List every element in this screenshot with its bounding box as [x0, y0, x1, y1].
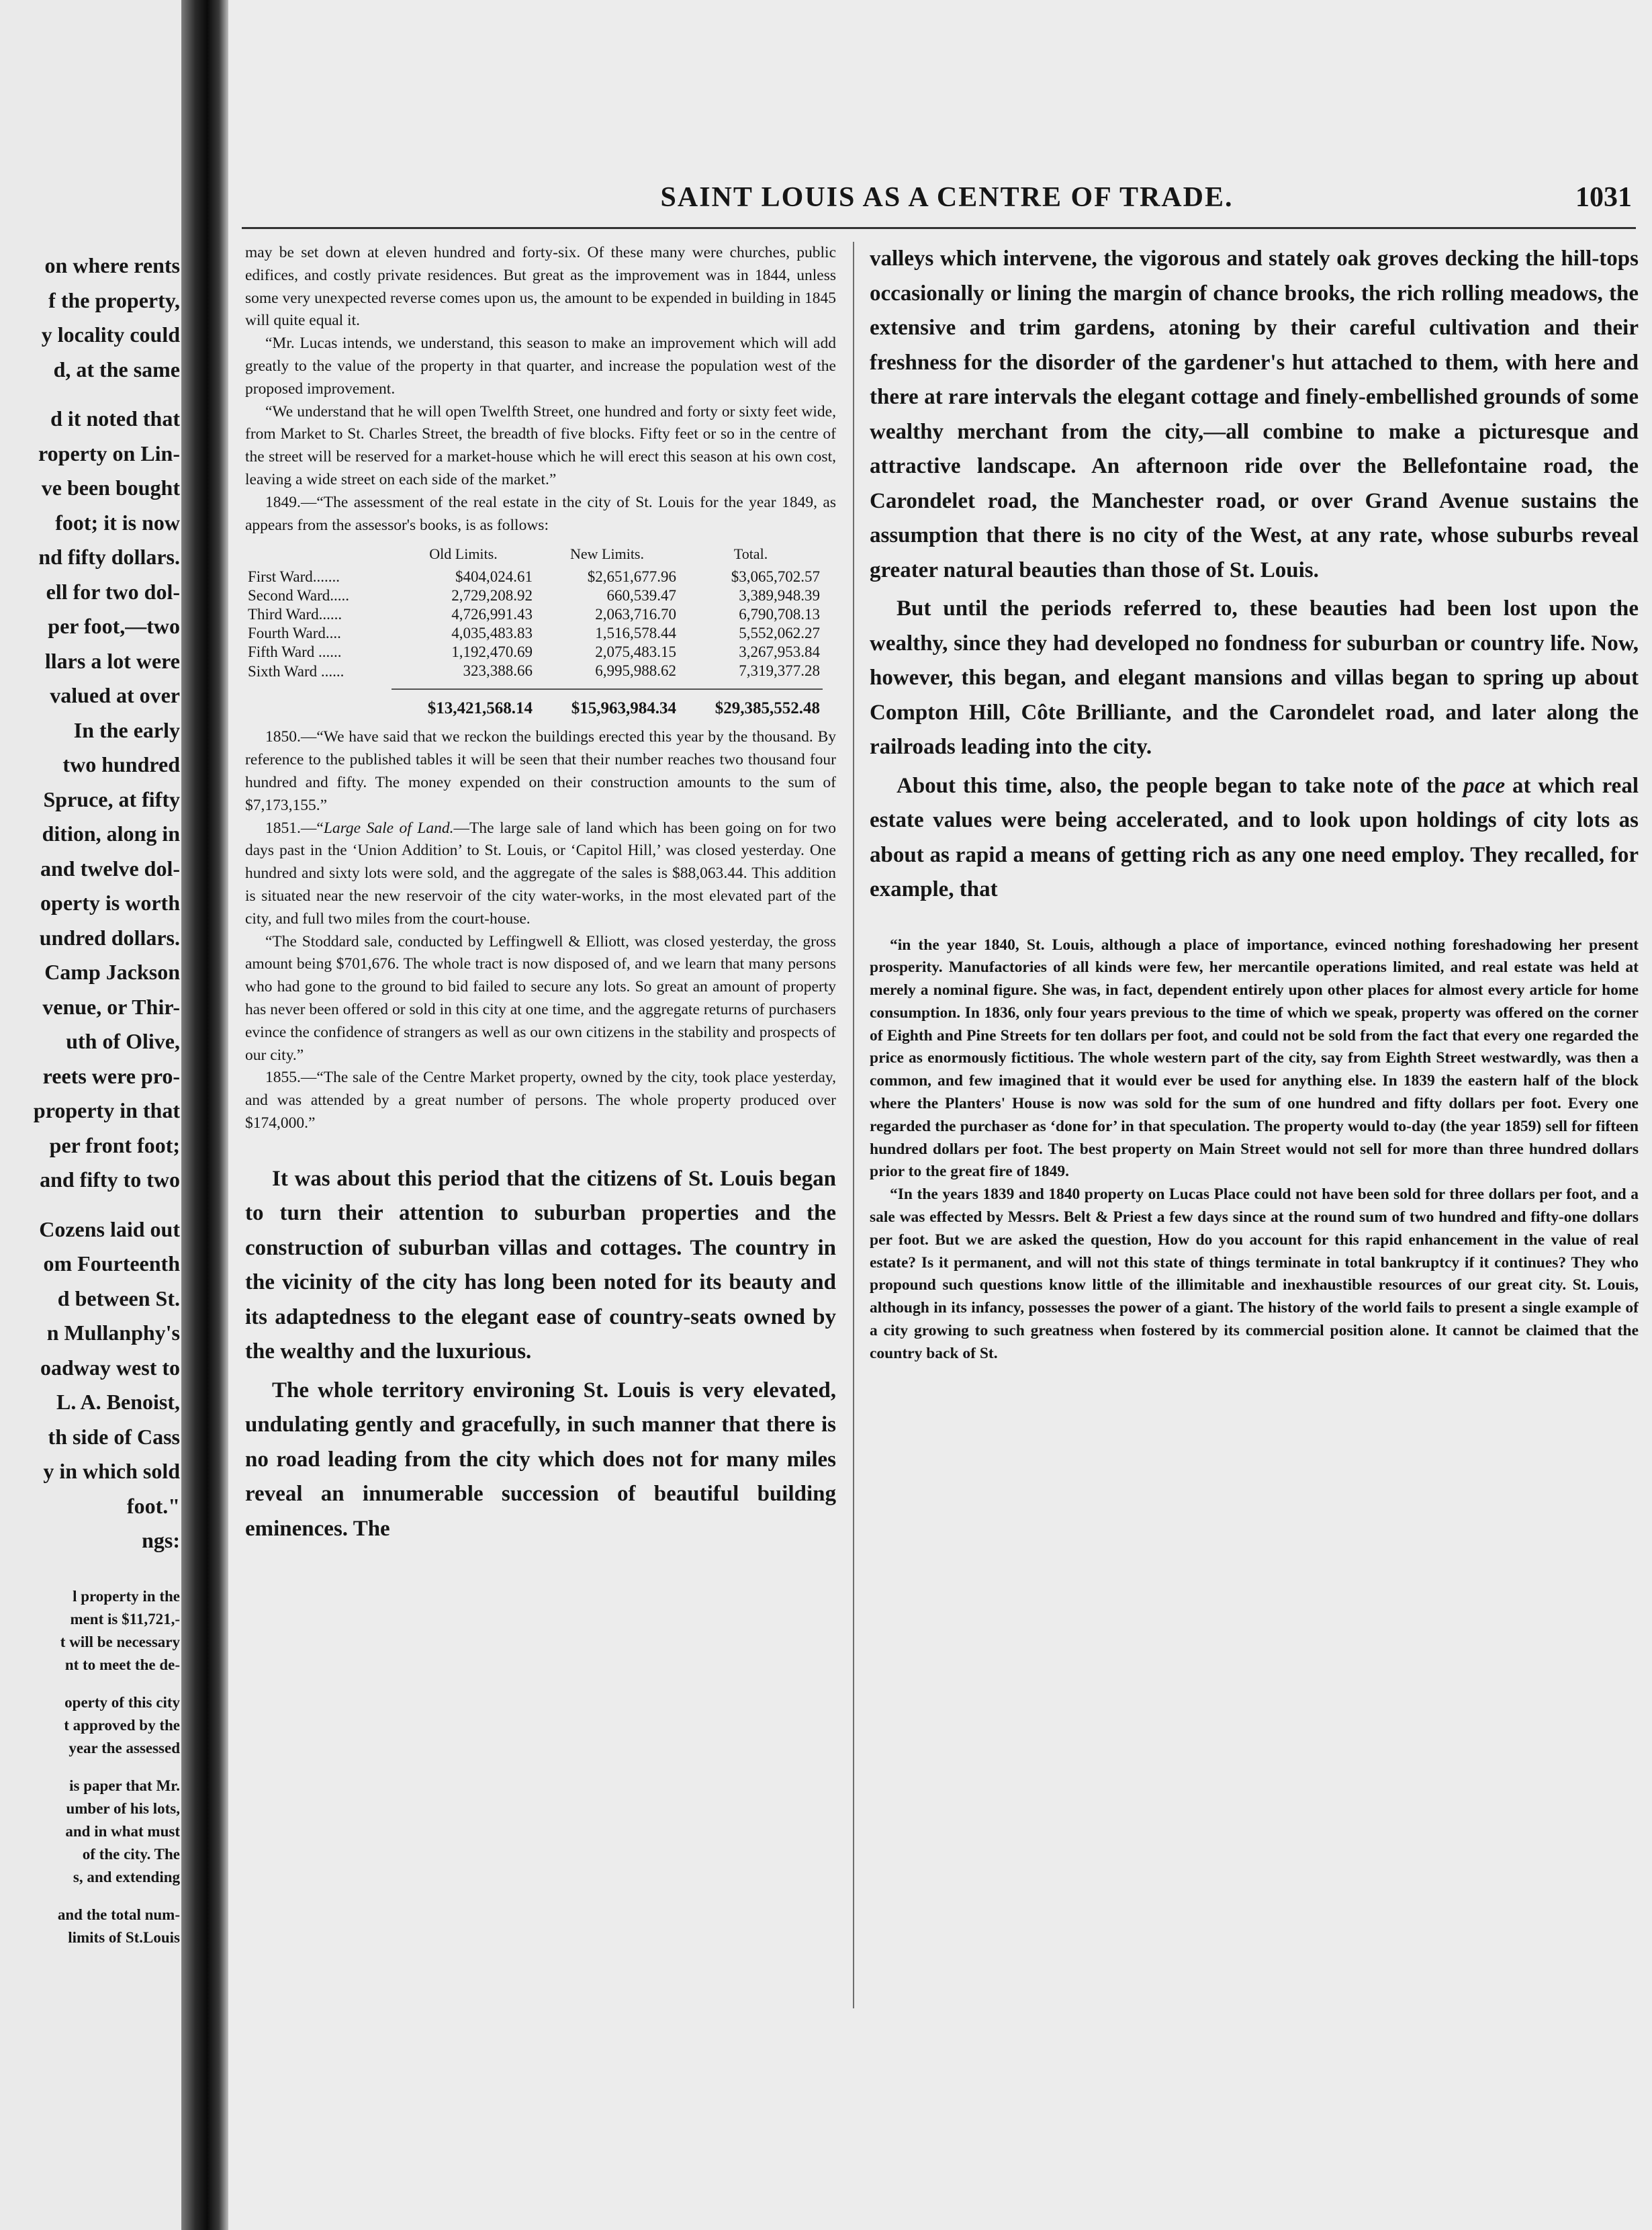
paragraph: may be set down at eleven hundred and forty-six. Of these many were churches, public edifices, and costly private residences. But great as the improvement was in 1844, unless some very unexpected reverse comes upon us, the amount to be expended in building in 1845 will quite equal it.	[245, 244, 836, 330]
fragment-line: f the property,	[48, 287, 180, 312]
fragment-line: reets were pro-	[42, 1063, 180, 1088]
total-value: 6,790,708.13	[739, 606, 820, 623]
new-limits-value: 2,075,483.15	[595, 643, 676, 661]
ward-name: Third Ward......	[248, 606, 342, 623]
fragment-line: d, at the same	[53, 357, 180, 382]
quote-paragraph: “In the years 1839 and 1840 property on Lucas Place could not have been sold for three dollars per foot, and a sale was effected by Messrs. Belt & Priest a few days since at the round sum of two hundred and fifty-one dollars per foot. But we are asked the question, How do you account for this rapid enhancement in the value of real estate? Is it permanent, and will not this state of things terminate in total bankruptcy if it continues? They who propound such questions know little of the illimitable and inexhaustible resources of our great city. St. Louis, although in its infancy, possesses the power of a giant. The history of the world fails to present a single example of a city growing to such greatness when fostered by its commercial position alone. It cannot be claimed that the country back of St.	[870, 1186, 1639, 1362]
new-limits-total: $15,963,984.34	[535, 689, 679, 718]
fragment-line: and in what must	[65, 1822, 180, 1840]
left-column	[245, 242, 836, 1546]
total-value: 3,267,953.84	[739, 643, 820, 661]
table-row	[245, 586, 823, 605]
fragment-line: y in which sold	[43, 1459, 180, 1483]
table-header: New Limits.	[570, 545, 644, 563]
fragment-line: per front foot;	[49, 1132, 180, 1157]
fragment-line: foot; it is now	[55, 510, 180, 535]
new-limits-value: 2,063,716.70	[595, 606, 676, 623]
year-1855-paragraph: 1855.—“The sale of the Centre Market property, owned by the city, took place yesterday, and was attended by a great number of persons. The whole property produced over $174,000.”	[245, 1069, 836, 1132]
fragment-line: Spruce, at fifty	[43, 787, 180, 811]
table-row	[245, 624, 823, 643]
quote-paragraph: “The Stoddard sale, conducted by Leffingwell & Elliott, was closed yesterday, the gross amount being $701,676. The whole tract is now disposed of, and we learn that many persons who had gone to the ground to bid failed to secure any lots. So great an amount of property has never been offered or sold in this city at one time, and the aggregate returns of purchasers evince the confidence of strangers as well as our own citizens in the stability and prospects of our city.”	[245, 932, 836, 1064]
body-paragraph: About this time, also, the people began to take note of the pace at which real estate values were being accelerated, and to look upon holdings of city lots as about as rapid a means of getting rich as any one need employ. They recalled, for example, that	[870, 773, 1639, 901]
table-row	[245, 568, 823, 586]
fragment-line: two hundred	[62, 752, 180, 776]
fragment-line: ve been bought	[41, 476, 180, 500]
fragment-line: undred dollars.	[39, 925, 180, 950]
fragment-line: of the city. The	[82, 1845, 180, 1863]
assessment-table	[245, 545, 823, 718]
book-page	[228, 0, 1652, 2230]
total-value: 5,552,062.27	[739, 625, 820, 642]
old-limits-value: 4,035,483.83	[451, 625, 533, 642]
fragment-line: year the assessed	[68, 1739, 180, 1756]
year-1849-paragraph: 1849.—“The assessment of the real estate in the city of St. Louis for the year 1849, as appears from the assessor's books, is as follows:	[245, 493, 836, 534]
fragment-line: and the total num-	[57, 1906, 180, 1923]
fragment-line: valued at over	[50, 683, 180, 707]
italic-heading: Large Sale of Land.	[323, 819, 454, 837]
table-header: Total.	[733, 545, 768, 563]
ward-name: First Ward.......	[248, 568, 340, 586]
column-rule	[853, 242, 854, 2008]
fragment-line: operty of this city	[64, 1693, 180, 1711]
right-column	[870, 242, 1639, 1366]
fragment-line: d between St.	[57, 1286, 180, 1310]
new-limits-value: 660,539.47	[606, 587, 676, 605]
fragment-line: llars a lot were	[44, 648, 180, 673]
old-limits-total: $13,421,568.14	[392, 689, 535, 718]
body-paragraph: But until the periods referred to, these beauties had been lost upon the wealthy, since they had developed no fondness for suburban or country life. Now, however, this began, and elegant mansions and villas began to spring up about Compton Hill, Côte Brilliante, and the Carondelet road, and later along the railroads leading into the city.	[870, 596, 1639, 759]
header-rule	[242, 227, 1636, 229]
fragment-line: operty is worth	[40, 891, 180, 915]
fragment-line: Camp Jackson	[44, 960, 180, 984]
fragment-line: roperty on Lin-	[38, 441, 180, 465]
old-limits-value: $404,024.61	[455, 568, 533, 586]
table-total-row	[245, 689, 823, 718]
grand-total: $29,385,552.48	[679, 689, 823, 718]
page-number: 1031	[1575, 182, 1632, 213]
fragment-line: t approved by the	[64, 1716, 180, 1734]
old-limits-value: 323,388.66	[463, 662, 533, 680]
fragment-line: on where rents	[44, 253, 180, 277]
body-paragraph: The whole territory environing St. Louis is very elevated, undulating gently and gracefully, in such manner that there is no road leading from the city which does not for many miles reveal an innumerable succession of beautiful building eminences. The	[245, 1378, 836, 1541]
ward-name: Fourth Ward....	[248, 625, 341, 642]
running-head	[228, 181, 1652, 222]
facing-page-fragment	[0, 0, 181, 2230]
fragment-line: foot."	[126, 1493, 180, 1518]
body-paragraph: valleys which intervene, the vigorous and stately oak groves decking the hill-tops occasionally or lining the margin of chance brooks, the rich rolling meadows, the extensive and trim gardens, atoning by their careful cultivation and their freshness for the disorder of the gardener's hut attached to them, with here and there at rare intervals the elegant cottage and finely-embellished grounds of some wealthy merchant from the city,—all combine to make a picturesque and attractive landscape. An afternoon ride over the Bellefontaine road, the Carondelet road, the Manchester road, or over Grand Avenue sustains the assumption that there is no city of the West, at any rate, whose suburbs reveal greater natural beauties than those of St. Louis.	[870, 247, 1639, 582]
quote-paragraph: “in the year 1840, St. Louis, although a place of importance, evinced nothing foreshadowing her present prosperity. Manufactories of all kinds were few, her mercantile operations limited, and real estate was held at merely a nominal figure. She was, in fact, dependent entirely upon other places for almost every article for home consumption. In 1836, only four years previous to the time of which we speak, property was offered on the corner of Eighth and Pine Streets for ten dollars per foot, and could not be sold from the fact that every one regarded the price as enormously fictitious. The whole western part of the city, say from Eighth Street westwardly, was then a common, and few imagined that it would ever be used for anything else. In 1839 the eastern half of the block where the Planters' House is now was sold for the sum of one hundred and fifty dollars per foot. Every one regarded the purchaser as ‘done for’ in that speculation. The property would to-day (the year 1859) sell for fifteen hundred dollars per foot. The best property on Main Street would not sell for more than three hundred dollars prior to the great fire of 1849.	[870, 936, 1639, 1181]
ward-name: Fifth Ward ......	[248, 643, 342, 661]
old-limits-value: 1,192,470.69	[451, 643, 533, 661]
fragment-line: and twelve dol-	[40, 856, 180, 881]
fragment-line: In the early	[73, 717, 180, 742]
new-limits-value: $2,651,677.96	[587, 568, 676, 586]
fragment-line: L. A. Benoist,	[56, 1390, 180, 1414]
table-header: Old Limits.	[429, 545, 498, 563]
ward-name: Second Ward.....	[248, 587, 350, 605]
fragment-line: d it noted that	[50, 406, 180, 431]
table-header-row	[245, 545, 823, 568]
fragment-line: l property in the	[73, 1587, 180, 1605]
fragment-line: ell for two dol-	[46, 579, 180, 604]
year-1851-paragraph: 1851.—“Large Sale of Land.—The large sale of land which has been going on for two days past in the ‘Union Addition’ to St. Louis, or ‘Capitol Hill,’ was closed yesterday. One hundred and sixty lots were sold, and the aggregate of the sales is $88,063.44. This addition is situated near the new reservoir of the city water-works, in the most elevated part of the city, and full two miles from the court-house.	[245, 819, 836, 928]
fragment-line: ngs:	[142, 1528, 180, 1552]
year-1850-paragraph: 1850.—“We have said that we reckon the buildings erected this year by the thousand. By reference to the published tables it will be seen that their number reaches two thousand four hundred and fifty. The money expended on their construction amounts to the sum of $7,173,155.”	[245, 728, 836, 814]
total-value: 3,389,948.39	[739, 587, 820, 605]
fragment-line: per foot,—two	[48, 614, 180, 638]
fragment-line: venue, or Thir-	[42, 994, 180, 1019]
fragment-line: s, and extending	[73, 1868, 180, 1885]
italic-word: pace	[1463, 773, 1506, 798]
total-value: $3,065,702.57	[731, 568, 820, 586]
fragment-line: umber of his lots,	[66, 1799, 180, 1817]
table-header	[245, 545, 392, 568]
table-row	[245, 643, 823, 662]
total-value: 7,319,377.28	[739, 662, 820, 680]
fragment-line: ment is $11,721,-	[70, 1610, 180, 1627]
quote-paragraph: “We understand that he will open Twelfth Street, one hundred and forty or sixty feet wide, from Market to St. Charles Street, the breadth of five blocks. Fifty feet or so in the centre of the street will be reserved for a market-house which he will erect this season at his own cost, leaving a wide street on each side of the market.”	[245, 402, 836, 488]
new-limits-value: 6,995,988.62	[595, 662, 676, 680]
table-row	[245, 662, 823, 689]
fragment-line: y locality could	[41, 322, 180, 347]
book-gutter	[181, 0, 228, 2230]
fragment-line: property in that	[33, 1098, 180, 1122]
fragment-line: and fifty to two	[40, 1167, 180, 1192]
new-limits-value: 1,516,578.44	[595, 625, 676, 642]
old-limits-value: 4,726,991.43	[451, 606, 533, 623]
fragment-line: Cozens laid out	[39, 1216, 180, 1241]
fragment-line: limits of St.Louis	[68, 1928, 180, 1946]
old-limits-value: 2,729,208.92	[451, 587, 533, 605]
fragment-line: nd fifty dollars.	[38, 545, 180, 569]
quote-paragraph: “Mr. Lucas intends, we understand, this season to make an improvement which will add greatly to the value of the property in that quarter, and increase the population west of the proposed improvement.	[245, 334, 836, 398]
fragment-line: nt to meet the de-	[64, 1656, 180, 1673]
fragment-line: is paper that Mr.	[69, 1777, 180, 1794]
fragment-line: dition, along in	[42, 821, 180, 846]
ward-name: Sixth Ward ......	[248, 662, 345, 680]
page-title: SAINT LOUIS AS A CENTRE OF TRADE.	[660, 182, 1234, 213]
body-paragraph: It was about this period that the citizens of St. Louis began to turn their attention to suburban properties and the construction of suburban villas and cottages. The country in the vicinity of the city has long been noted for its beauty and its adaptedness to the elegant ease of country-seats owned by the wealthy and the luxurious.	[245, 1166, 836, 1364]
fragment-line: uth of Olive,	[66, 1029, 180, 1053]
fragment-line: n Mullanphy's	[46, 1321, 180, 1345]
fragment-line: t will be necessary	[60, 1633, 180, 1650]
fragment-line: om Fourteenth	[43, 1251, 180, 1276]
fragment-line: oadway west to	[40, 1355, 180, 1380]
fragment-line: th side of Cass	[48, 1424, 180, 1449]
table-row	[245, 605, 823, 624]
